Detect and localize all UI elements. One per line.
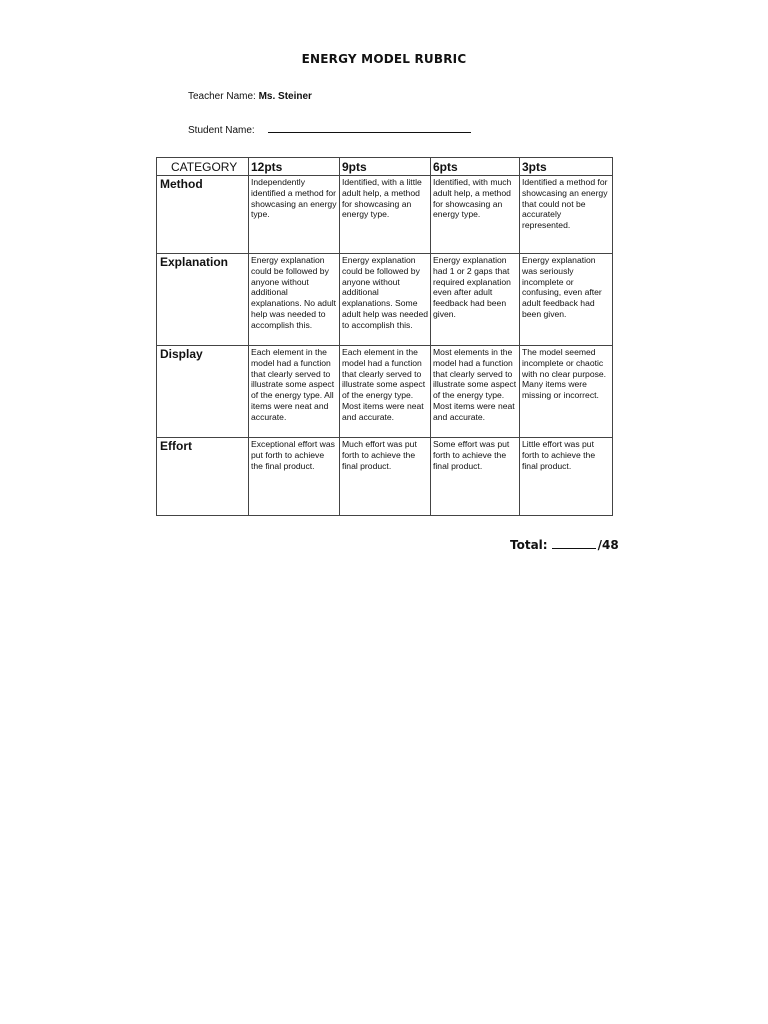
teacher-name-label: Teacher Name: (188, 91, 256, 102)
teacher-name-value: Ms. Steiner (258, 91, 312, 102)
criteria-cell: Identified a method for showcasing an energy that could not be accurately represented. (520, 176, 613, 254)
criteria-cell: Each element in the model had a function that clearly served to illustrate some aspect of the energy type. All items were neat and accurate. (249, 346, 340, 438)
column-header-category: CATEGORY (157, 158, 249, 176)
page-title: ENERGY MODEL RUBRIC (301, 52, 467, 66)
rubric-row-display (157, 346, 613, 438)
criteria-cell: Energy explanation could be followed by anyone without additional explanations. No adult help was needed to accomplish this. (249, 254, 340, 346)
student-name-row (188, 124, 471, 136)
criteria-cell: Independently identified a method for showcasing an energy type. (249, 176, 340, 254)
column-header-3pts: 3pts (520, 158, 613, 176)
category-cell: Effort (157, 438, 249, 516)
total-label: Total: (510, 538, 548, 552)
criteria-cell: Exceptional effort was put forth to achieve the final product. (249, 438, 340, 516)
total-score-blank[interactable] (552, 538, 596, 549)
category-cell: Method (157, 176, 249, 254)
teacher-name-row (188, 91, 312, 102)
criteria-cell: Energy explanation was seriously incomplete or confusing, even after adult feedback had been given. (520, 254, 613, 346)
total-max: /48 (597, 538, 619, 552)
student-name-blank[interactable] (268, 124, 471, 133)
criteria-cell: Energy explanation could be followed by anyone without additional explanations. Some adult help was needed to accomplish this. (340, 254, 431, 346)
rubric-row-effort (157, 438, 613, 516)
rubric-table (156, 157, 613, 516)
criteria-cell: Most elements in the model had a function that clearly served to illustrate some aspect of the energy type. Most items were neat and accurate. (431, 346, 520, 438)
criteria-cell: Each element in the model had a function that clearly served to illustrate some aspect of the energy type. Most items were neat and accurate. (340, 346, 431, 438)
criteria-cell: Energy explanation had 1 or 2 gaps that required explanation even after adult feedback had been given. (431, 254, 520, 346)
column-header-12pts: 12pts (249, 158, 340, 176)
criteria-cell: Identified, with a little adult help, a method for showcasing an energy type. (340, 176, 431, 254)
category-cell: Explanation (157, 254, 249, 346)
total-score-row (510, 538, 619, 552)
criteria-cell: Little effort was put forth to achieve the final product. (520, 438, 613, 516)
rubric-row-method (157, 176, 613, 254)
rubric-row-explanation (157, 254, 613, 346)
column-header-6pts: 6pts (431, 158, 520, 176)
criteria-cell: Much effort was put forth to achieve the final product. (340, 438, 431, 516)
criteria-cell: Identified, with much adult help, a method for showcasing an energy type. (431, 176, 520, 254)
criteria-cell: Some effort was put forth to achieve the final product. (431, 438, 520, 516)
category-cell: Display (157, 346, 249, 438)
column-header-9pts: 9pts (340, 158, 431, 176)
header-row (157, 158, 613, 176)
criteria-cell: The model seemed incomplete or chaotic with no clear purpose. Many items were missing or incorrect. (520, 346, 613, 438)
student-name-label: Student Name: (188, 125, 255, 136)
